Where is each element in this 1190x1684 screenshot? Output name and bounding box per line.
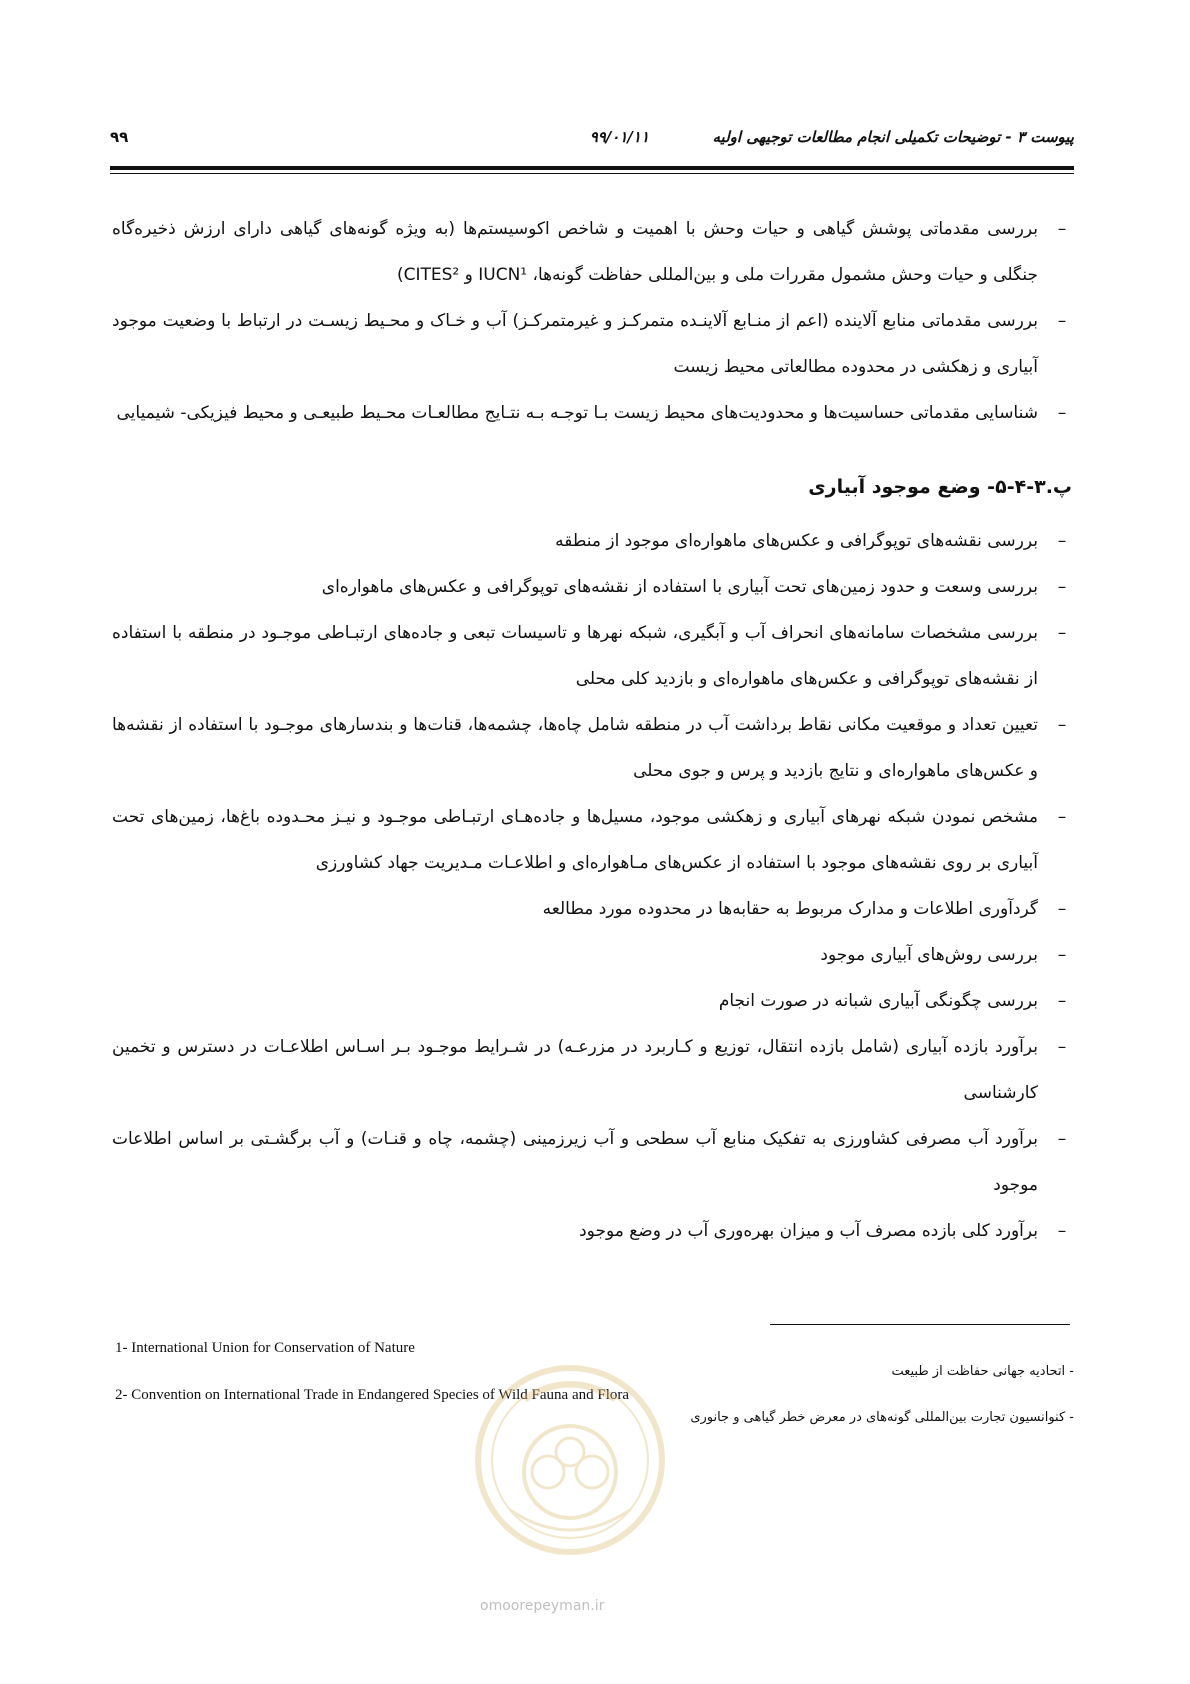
dash-bullet: – bbox=[1057, 1037, 1067, 1057]
list-item-text: تعیین تعداد و موقعیت مکانی نقاط برداشت آب در منطقه شامل چاه‌ها، چشمه‌ها، قنات‌ها و بندسارهای موجـود با استفاده از نقشه‌ها و عکس‌های ماهواره‌ای و نتایج بازدید و پرس و جوی محلی bbox=[112, 715, 1038, 781]
list-item bbox=[112, 1024, 1072, 1116]
footnote-2-persian: - کنوانسیون تجارت بین‌المللی گونه‌های در معرض خطر گیاهی و جانوری bbox=[690, 1410, 1074, 1425]
list-item-text: بررسی مقدماتی پوشش گیاهی و حیات وحش با اهمیت و شاخص اکوسیستم‌ها (به ویژه گونه‌های گیاهی دارای ارزش ذخیره‌گاه جنگلی و حیات وحش مشمول مقررات ملی و بین‌المللی حفاظت گونه‌ها، IUCN¹ و CITES²) bbox=[112, 219, 1038, 285]
footnote-1-english: 1- International Union for Conservation of Nature bbox=[115, 1340, 415, 1356]
watermark-seal-icon bbox=[470, 1360, 670, 1560]
list-item-text: بررسی مشخصات سامانه‌های انحراف آب و آبگیری، شبکه نهرها و تاسیسات تبعی و جاده‌های ارتبـاطی موجـود در منطقه با استفاده از نقشه‌های توپوگرافی و عکس‌های ماهواره‌ای و بازدید کلی محلی bbox=[112, 623, 1038, 689]
footnote-separator bbox=[770, 1324, 1070, 1325]
list-item bbox=[112, 1116, 1072, 1208]
list-item-text: برآورد کلی بازده مصرف آب و میزان بهره‌وری آب در وضع موجود bbox=[579, 1221, 1038, 1241]
dash-bullet: – bbox=[1057, 623, 1067, 643]
list-item bbox=[112, 932, 1072, 978]
dash-bullet: – bbox=[1057, 899, 1067, 919]
list-item-text: برآورد بازده آبیاری (شامل بازده انتقال، توزیع و کـاربرد در مزرعـه) در شـرایط موجـود بـر اسـاس اطلاعـات در دسترس و تخمین کارشناسی bbox=[112, 1037, 1038, 1103]
dash-bullet: – bbox=[1057, 715, 1067, 735]
watermark-site: omoorepeyman.ir bbox=[480, 1598, 605, 1614]
list-item bbox=[112, 298, 1072, 390]
list-item bbox=[112, 390, 1072, 436]
dash-bullet: – bbox=[1057, 219, 1067, 239]
page-body bbox=[112, 206, 1072, 1254]
list-item bbox=[112, 206, 1072, 298]
footnote-1-persian: - اتحادیه جهانی حفاظت از طبیعت bbox=[891, 1364, 1074, 1379]
list-item-text: مشخص نمودن شبکه نهرهای آبیاری و زهکشی موجود، مسیل‌ها و جاده‌هـای ارتبـاطی موجـود و نیـز محـدوده باغ‌ها، زمین‌های تحت آبیاری بر روی نقشه‌های موجود با استفاده از عکس‌های مـاهواره‌ای و اطلاعـات مـدیریت جهاد کشاورزی bbox=[112, 807, 1038, 873]
dash-bullet: – bbox=[1057, 311, 1067, 331]
irrigation-list bbox=[112, 518, 1072, 1254]
list-item bbox=[112, 794, 1072, 886]
list-item-text: بررسی نقشه‌های توپوگرافی و عکس‌های ماهواره‌ای موجود از منطقه bbox=[555, 531, 1038, 551]
list-item-text: بررسی چگونگی آبیاری شبانه در صورت انجام bbox=[718, 991, 1038, 1011]
list-item bbox=[112, 564, 1072, 610]
list-item bbox=[112, 886, 1072, 932]
footnote-2-english: 2- Convention on International Trade in Endangered Species of Wild Fauna and Flora bbox=[115, 1387, 630, 1403]
dash-bullet: – bbox=[1057, 1129, 1067, 1149]
list-item bbox=[112, 610, 1072, 702]
dash-bullet: – bbox=[1057, 403, 1067, 423]
list-item-text: برآورد آب مصرفی کشاورزی به تفکیک منابع آب سطحی و آب زیرزمینی (چشمه، چاه و قنـات) و آب برگشـتی بر اساس اطلاعات موجود bbox=[112, 1129, 1038, 1195]
list-item bbox=[112, 702, 1072, 794]
list-item bbox=[112, 1208, 1072, 1254]
environment-list bbox=[112, 206, 1072, 436]
header-title: پیوست ۳ - توضیحات تکمیلی انجام مطالعات توجیهی اولیه bbox=[712, 128, 1074, 146]
list-item-text: شناسایی مقدماتی حساسیت‌ها و محدودیت‌های محیط زیست بـا توجـه بـه نتـایج مطالعـات محـیط طبیعـی و محیط فیزیکی- شیمیایی bbox=[116, 403, 1038, 423]
dash-bullet: – bbox=[1057, 945, 1067, 965]
list-item-text: بررسی وسعت و حدود زمین‌های تحت آبیاری با استفاده از نقشه‌های توپوگرافی و عکس‌های ماهواره‌ای bbox=[321, 577, 1038, 597]
header-date: ۹۹/۰۱/۱۱ bbox=[589, 128, 649, 146]
list-item-text: بررسی مقدماتی منابع آلاینده (اعم از منـابع آلاینـده متمرکـز و غیرمتمرکـز) آب و خـاک و محـیط زیسـت در ارتباط با وضعیت موجود آبیاری و زهکشی در محدوده مطالعاتی محیط زیست bbox=[112, 311, 1038, 377]
page-number: ۹۹ bbox=[110, 128, 129, 146]
page-header bbox=[110, 128, 1074, 154]
list-item bbox=[112, 978, 1072, 1024]
list-item bbox=[112, 518, 1072, 564]
dash-bullet: – bbox=[1057, 991, 1067, 1011]
dash-bullet: – bbox=[1057, 1221, 1067, 1241]
section-heading: پ.۳-۴-۵- وضع موجود آبیاری bbox=[808, 476, 1072, 498]
header-rule-thin bbox=[110, 173, 1074, 174]
header-rule-thick bbox=[110, 166, 1074, 170]
list-item-text: بررسی روش‌های آبیاری موجود bbox=[820, 945, 1038, 965]
dash-bullet: – bbox=[1057, 807, 1067, 827]
dash-bullet: – bbox=[1057, 531, 1067, 551]
dash-bullet: – bbox=[1057, 577, 1067, 597]
list-item-text: گردآوری اطلاعات و مدارک مربوط به حقابه‌ها در محدوده مورد مطالعه bbox=[542, 899, 1038, 919]
